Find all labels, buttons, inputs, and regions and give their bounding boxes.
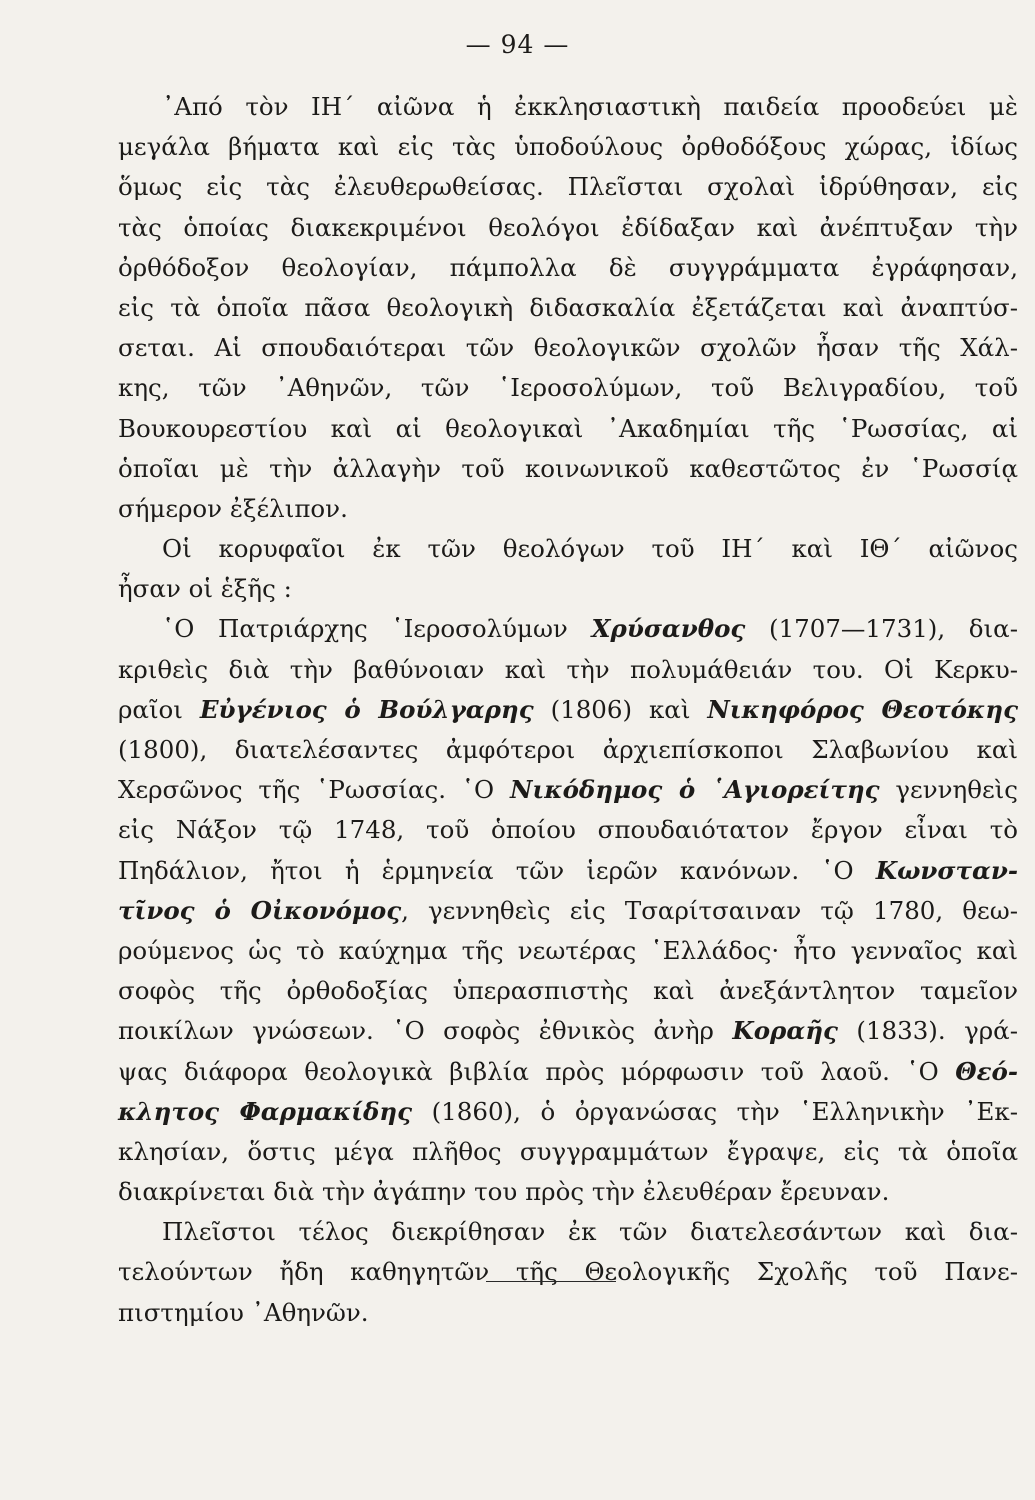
end-rule: [486, 1281, 616, 1282]
page-number: — 94 —: [465, 30, 570, 59]
text-line: ὁποῖαι μὲ τὴν ἀλλαγὴν τοῦ κοινωνικοῦ καθεστῶτος ἐν ῾Ρωσσίᾳ: [118, 453, 1018, 483]
text-line: κης, τῶν ᾿Αθηνῶν, τῶν ῾Ιεροσολύμων, τοῦ Βελιγραδίου, τοῦ: [118, 373, 1018, 403]
text-line: κλησίαν, ὅστις μέγα πλῆθος συγγραμμάτων ἔγραψε, εἰς τὰ ὁποῖα: [118, 1136, 1018, 1166]
text-line: πιστημίου ᾿Αθηνῶν.: [118, 1297, 369, 1327]
text-line: σοφὸς τῆς ὀρθοδοξίας ὑπερασπιστὴς καὶ ἀνεξάντλητον ταμεῖον: [118, 976, 1018, 1006]
text-line: εἰς Νάξον τῷ 1748, τοῦ ὁποίου σπουδαιότατον ἔργον εἶναι τὸ: [118, 815, 1018, 845]
body-text: [118, 87, 1018, 1333]
text-line: Οἱ κορυφαῖοι ἐκ τῶν θεολόγων τοῦ ΙΗ΄ καὶ ΙΘ΄ αἰῶνος: [162, 534, 1018, 564]
person-name: Χρύσανθος: [591, 614, 746, 644]
person-name: Θεό-: [955, 1056, 1018, 1086]
text-line: τελούντων ἤδη καθηγητῶν τῆς Θεολογικῆς Σχολῆς τοῦ Πανε-: [118, 1257, 1018, 1287]
person-name: Κοραῆς: [732, 1016, 838, 1046]
person-name: Εὐγένιος ὁ Βούλγαρης: [199, 694, 534, 724]
text-line: (1800), διατελέσαντες ἀμφότεροι ἀρχιεπίσκοποι Σλαβωνίου καὶ: [118, 735, 1018, 764]
text-line: ῾Ο Πατριάρχης ῾Ιεροσολύμων Χρύσανθος (1707—1731), δια-: [162, 614, 1018, 644]
text-line: ἦσαν οἱ ἑξῆς :: [118, 574, 292, 604]
text-line: ρούμενος ὡς τὸ καύχημα τῆς νεωτέρας ῾Ελλάδος· ἦτο γενναῖος καὶ: [118, 935, 1018, 965]
person-name: Νικόδημος ὁ ῾Αγιορείτης: [509, 775, 880, 805]
text-line: κριθεὶς διὰ τὴν βαθύνοιαν καὶ τὴν πολυμάθειάν του. Οἱ Κερκυ-: [118, 654, 1018, 684]
person-name: Νικηφόρος Θεοτόκης: [707, 694, 1019, 724]
text-line: διακρίνεται διὰ τὴν ἀγάπην του πρὸς τὴν ἐλευθέραν ἔρευναν.: [118, 1177, 890, 1207]
text-line: σήμερον ἐξέλιπον.: [118, 493, 348, 523]
text-line: ποικίλων γνώσεων. ῾Ο σοφὸς ἐθνικὸς ἀνὴρ Κοραῆς (1833). γρά-: [118, 1016, 1019, 1046]
text-line: Βουκουρεστίου καὶ αἱ θεολογικαὶ ᾿Ακαδημίαι τῆς ῾Ρωσσίας, αἱ: [118, 413, 1018, 443]
person-name: κλητος Φαρμακίδης: [118, 1096, 413, 1126]
text-line: τῖνος ὁ Οἰκονόμος, γεννηθεὶς εἰς Τσαρίτσαιναν τῷ 1780, θεω-: [118, 895, 1018, 925]
text-line: κλητος Φαρμακίδης (1860), ὁ ὀργανώσας τὴν ῾Ελληνικὴν ᾿Εκ-: [118, 1096, 1018, 1126]
text-line: τὰς ὁποίας διακεκριμένοι θεολόγοι ἐδίδαξαν καὶ ἀνέπτυξαν τὴν: [118, 212, 1018, 242]
text-line: ᾿Από τὸν ΙΗ΄ αἰῶνα ἡ ἐκκλησιαστικὴ παιδεία προοδεύει μὲ: [162, 92, 1018, 121]
text-line: Χερσῶνος τῆς ῾Ρωσσίας. ῾Ο Νικόδημος ὁ ῾Αγιορείτης γεννηθεὶς: [118, 775, 1018, 805]
text-line: ψας διάφορα θεολογικὰ βιβλία πρὸς μόρφωσιν τοῦ λαοῦ. ῾Ο Θεό-: [118, 1056, 1018, 1086]
person-name: τῖνος ὁ Οἰκονόμος: [118, 895, 402, 925]
text-line: μεγάλα βήματα καὶ εἰς τὰς ὑποδούλους ὀρθοδόξους χώρας, ἰδίως: [118, 132, 1018, 162]
text-line: ὀρθόδοξον θεολογίαν, πάμπολλα δὲ συγγράμματα ἐγράφησαν,: [118, 252, 1018, 282]
text-line: ραῖοι Εὐγένιος ὁ Βούλγαρης (1806) καὶ Νικηφόρος Θεοτόκης: [118, 694, 1019, 724]
text-line: σεται. Αἱ σπουδαιότεραι τῶν θεολογικῶν σχολῶν ἦσαν τῆς Χάλ-: [118, 333, 1018, 363]
text-line: εἰς τὰ ὁποῖα πᾶσα θεολογικὴ διδασκαλία ἐξετάζεται καὶ ἀναπτύσ-: [118, 292, 1018, 322]
text-line: Πηδάλιον, ἤτοι ἡ ἑρμηνεία τῶν ἱερῶν κανόνων. ῾Ο Κωνσταν-: [118, 855, 1018, 885]
person-name: Κωνσταν-: [875, 855, 1018, 885]
text-line: ὅμως εἰς τὰς ἐλευθερωθείσας. Πλεῖσται σχολαὶ ἱδρύθησαν, εἰς: [118, 172, 1018, 202]
text-line: Πλεῖστοι τέλος διεκρίθησαν ἐκ τῶν διατελεσάντων καὶ δια-: [162, 1217, 1018, 1247]
